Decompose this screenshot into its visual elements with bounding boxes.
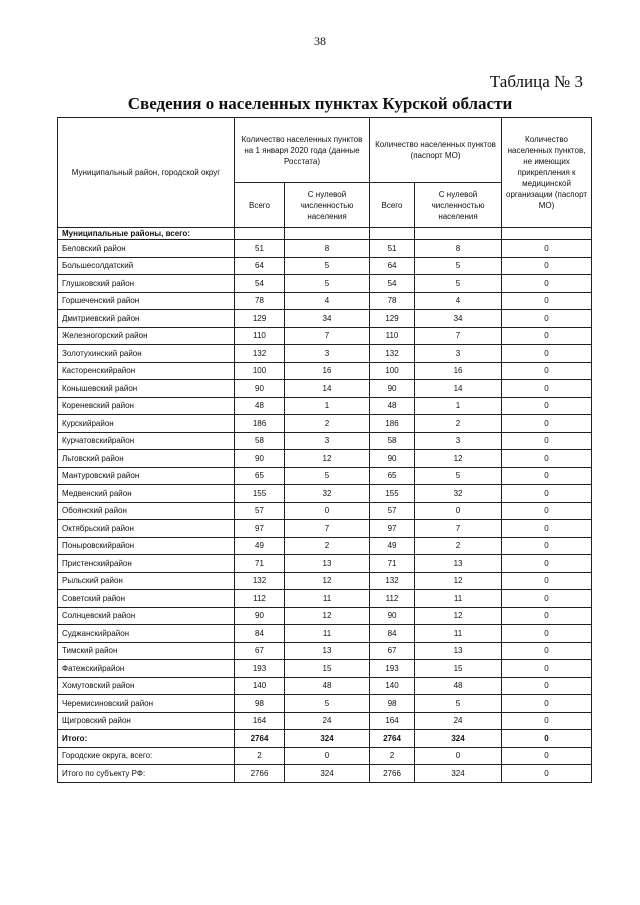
header-rosstat: Количество населенных пунктов на 1 января 2020 года (данные Росстата) [235,118,370,183]
district-name: Хомутовский район [58,677,235,695]
passport-zero-cell: 12 [415,607,502,625]
header-rosstat-zero: С нулевой численностью населения [285,183,370,228]
section-cell [415,228,502,240]
rosstat-zero-cell: 14 [285,380,370,398]
rosstat-zero-cell: 3 [285,345,370,363]
no-med-cell: 0 [502,415,592,433]
table-row [58,660,592,678]
passport-zero-cell: 13 [415,642,502,660]
passport-zero-cell: 0 [415,502,502,520]
passport-total-cell: 78 [370,292,415,310]
no-med-cell: 0 [502,625,592,643]
passport-zero-cell: 11 [415,625,502,643]
rosstat-total-cell: 54 [235,275,285,293]
passport-total-cell: 48 [370,397,415,415]
section-cell [502,228,592,240]
passport-total-cell: 129 [370,310,415,328]
passport-total-cell: 90 [370,450,415,468]
passport-zero-cell: 5 [415,467,502,485]
table-row [58,362,592,380]
rosstat-zero-cell: 3 [285,432,370,450]
rosstat-zero-cell: 8 [285,240,370,258]
rosstat-total-cell: 51 [235,240,285,258]
passport-total-cell: 112 [370,590,415,608]
passport-zero-cell: 1 [415,397,502,415]
no-med-cell: 0 [502,730,592,748]
district-name: Беловский район [58,240,235,258]
rosstat-zero-cell: 5 [285,257,370,275]
passport-zero-cell: 24 [415,712,502,730]
table-row [58,397,592,415]
district-name: Золотухинский район [58,345,235,363]
section-label: Муниципальные районы, всего: [58,228,235,240]
rosstat-zero-cell: 48 [285,677,370,695]
passport-total-cell: 97 [370,520,415,538]
passport-zero-cell: 12 [415,450,502,468]
table-row [58,327,592,345]
table-row [58,415,592,433]
rosstat-zero-cell: 12 [285,572,370,590]
rosstat-total-cell: 110 [235,327,285,345]
district-name: Льговский район [58,450,235,468]
no-med-cell: 0 [502,380,592,398]
table-row [58,712,592,730]
rosstat-zero-cell: 0 [285,747,370,765]
passport-zero-cell: 13 [415,555,502,573]
passport-total-cell: 98 [370,695,415,713]
header-no-med: Количество населенных пунктов, не имеющих прикрепления к медицинской организации (паспорт МО) [502,118,592,228]
rosstat-total-cell: 155 [235,485,285,503]
passport-total-cell: 65 [370,467,415,485]
passport-zero-cell: 16 [415,362,502,380]
no-med-cell: 0 [502,520,592,538]
table-row [58,450,592,468]
district-name: Касторенскийрайон [58,362,235,380]
passport-total-cell: 186 [370,415,415,433]
district-name: Суджанскийрайон [58,625,235,643]
rosstat-total-cell: 132 [235,345,285,363]
rosstat-zero-cell: 12 [285,607,370,625]
passport-zero-cell: 5 [415,275,502,293]
no-med-cell: 0 [502,257,592,275]
district-name: Советский район [58,590,235,608]
no-med-cell: 0 [502,327,592,345]
rosstat-zero-cell: 13 [285,555,370,573]
section-cell [235,228,285,240]
rosstat-total-cell: 100 [235,362,285,380]
table-row [58,677,592,695]
passport-total-cell: 90 [370,380,415,398]
table-row [58,642,592,660]
district-name: Итого по субъекту РФ: [58,765,235,783]
passport-zero-cell: 8 [415,240,502,258]
header-passport-zero: С нулевой численностью населения [415,183,502,228]
rosstat-total-cell: 2 [235,747,285,765]
rosstat-total-cell: 90 [235,607,285,625]
rosstat-zero-cell: 15 [285,660,370,678]
summary-row [58,730,592,748]
district-name: Большесолдатский [58,257,235,275]
passport-total-cell: 51 [370,240,415,258]
rosstat-total-cell: 186 [235,415,285,433]
passport-zero-cell: 2 [415,537,502,555]
section-cell [370,228,415,240]
rosstat-zero-cell: 5 [285,467,370,485]
table-row [58,485,592,503]
no-med-cell: 0 [502,660,592,678]
rosstat-total-cell: 98 [235,695,285,713]
rosstat-total-cell: 97 [235,520,285,538]
rosstat-total-cell: 193 [235,660,285,678]
passport-zero-cell: 0 [415,747,502,765]
table-row [58,257,592,275]
rosstat-total-cell: 65 [235,467,285,485]
no-med-cell: 0 [502,765,592,783]
district-name: Тимский район [58,642,235,660]
passport-zero-cell: 11 [415,590,502,608]
rosstat-zero-cell: 13 [285,642,370,660]
rosstat-total-cell: 71 [235,555,285,573]
rosstat-total-cell: 84 [235,625,285,643]
no-med-cell: 0 [502,572,592,590]
table-row [58,380,592,398]
district-name: Поныровскийрайон [58,537,235,555]
passport-total-cell: 90 [370,607,415,625]
table-row [58,502,592,520]
passport-total-cell: 193 [370,660,415,678]
passport-zero-cell: 7 [415,520,502,538]
passport-total-cell: 132 [370,572,415,590]
table-row [58,240,592,258]
passport-zero-cell: 324 [415,765,502,783]
rosstat-total-cell: 67 [235,642,285,660]
rosstat-zero-cell: 5 [285,275,370,293]
district-name: Городские округа, всего: [58,747,235,765]
rosstat-zero-cell: 324 [285,730,370,748]
passport-zero-cell: 5 [415,695,502,713]
no-med-cell: 0 [502,695,592,713]
rosstat-total-cell: 164 [235,712,285,730]
district-name: Курскийрайон [58,415,235,433]
passport-zero-cell: 324 [415,730,502,748]
rosstat-zero-cell: 7 [285,520,370,538]
district-name: Конышевский район [58,380,235,398]
no-med-cell: 0 [502,467,592,485]
passport-zero-cell: 32 [415,485,502,503]
no-med-cell: 0 [502,362,592,380]
passport-total-cell: 71 [370,555,415,573]
passport-zero-cell: 3 [415,345,502,363]
rosstat-total-cell: 2764 [235,730,285,748]
passport-total-cell: 58 [370,432,415,450]
table-row [58,432,592,450]
no-med-cell: 0 [502,310,592,328]
district-name: Курчатовскийрайон [58,432,235,450]
passport-zero-cell: 2 [415,415,502,433]
rosstat-total-cell: 90 [235,450,285,468]
passport-total-cell: 155 [370,485,415,503]
district-name: Мантуровский район [58,467,235,485]
rosstat-zero-cell: 7 [285,327,370,345]
no-med-cell: 0 [502,485,592,503]
passport-total-cell: 2 [370,747,415,765]
rosstat-zero-cell: 5 [285,695,370,713]
passport-total-cell: 140 [370,677,415,695]
district-name: Кореневский район [58,397,235,415]
no-med-cell: 0 [502,240,592,258]
district-name: Медвенский район [58,485,235,503]
table-row [58,467,592,485]
header-passport: Количество населенных пунктов (паспорт МО) [370,118,502,183]
table-row [58,607,592,625]
no-med-cell: 0 [502,450,592,468]
rosstat-total-cell: 2766 [235,765,285,783]
district-name: Дмитриевский район [58,310,235,328]
passport-zero-cell: 12 [415,572,502,590]
no-med-cell: 0 [502,397,592,415]
rosstat-total-cell: 90 [235,380,285,398]
table-label: Таблица № 3 [489,72,583,91]
district-name: Фатежскийрайон [58,660,235,678]
passport-zero-cell: 15 [415,660,502,678]
passport-total-cell: 2764 [370,730,415,748]
header-rosstat-total: Всего [235,183,285,228]
page-number: 38 [314,34,326,48]
no-med-cell: 0 [502,677,592,695]
rosstat-zero-cell: 11 [285,590,370,608]
no-med-cell: 0 [502,502,592,520]
table-row [58,292,592,310]
rosstat-total-cell: 58 [235,432,285,450]
passport-zero-cell: 48 [415,677,502,695]
district-name: Щигровский район [58,712,235,730]
rosstat-zero-cell: 4 [285,292,370,310]
rosstat-zero-cell: 32 [285,485,370,503]
district-name: Пристенскийрайон [58,555,235,573]
passport-total-cell: 100 [370,362,415,380]
district-name: Железногорский район [58,327,235,345]
passport-zero-cell: 3 [415,432,502,450]
summary-row [58,765,592,783]
passport-total-cell: 110 [370,327,415,345]
header-area: Муниципальный район, городской округ [58,118,235,228]
no-med-cell: 0 [502,747,592,765]
rosstat-total-cell: 57 [235,502,285,520]
no-med-cell: 0 [502,555,592,573]
district-name: Солнцевский район [58,607,235,625]
passport-total-cell: 132 [370,345,415,363]
rosstat-zero-cell: 0 [285,502,370,520]
rosstat-total-cell: 64 [235,257,285,275]
rosstat-zero-cell: 11 [285,625,370,643]
table-row [58,625,592,643]
header-passport-total: Всего [370,183,415,228]
no-med-cell: 0 [502,275,592,293]
table-row [58,275,592,293]
passport-zero-cell: 14 [415,380,502,398]
table-row [58,572,592,590]
rosstat-zero-cell: 16 [285,362,370,380]
rosstat-total-cell: 78 [235,292,285,310]
district-name: Горшеченский район [58,292,235,310]
settlements-table [57,117,592,783]
rosstat-total-cell: 132 [235,572,285,590]
passport-zero-cell: 5 [415,257,502,275]
rosstat-total-cell: 129 [235,310,285,328]
passport-total-cell: 64 [370,257,415,275]
passport-total-cell: 84 [370,625,415,643]
rosstat-total-cell: 49 [235,537,285,555]
district-name: Рыльский район [58,572,235,590]
no-med-cell: 0 [502,590,592,608]
passport-total-cell: 2766 [370,765,415,783]
rosstat-total-cell: 140 [235,677,285,695]
rosstat-zero-cell: 2 [285,537,370,555]
section-cell [285,228,370,240]
summary-row [58,747,592,765]
table-row [58,555,592,573]
no-med-cell: 0 [502,712,592,730]
rosstat-total-cell: 48 [235,397,285,415]
rosstat-zero-cell: 24 [285,712,370,730]
passport-total-cell: 54 [370,275,415,293]
district-name: Черемисиновский район [58,695,235,713]
passport-total-cell: 57 [370,502,415,520]
no-med-cell: 0 [502,607,592,625]
district-name: Глушковский район [58,275,235,293]
district-name: Итого: [58,730,235,748]
no-med-cell: 0 [502,292,592,310]
passport-zero-cell: 4 [415,292,502,310]
rosstat-zero-cell: 1 [285,397,370,415]
no-med-cell: 0 [502,537,592,555]
district-name: Обоянский район [58,502,235,520]
no-med-cell: 0 [502,432,592,450]
document-title: Сведения о населенных пунктах Курской области [127,94,513,113]
table-row [58,695,592,713]
rosstat-zero-cell: 2 [285,415,370,433]
no-med-cell: 0 [502,345,592,363]
no-med-cell: 0 [502,642,592,660]
table-row [58,345,592,363]
rosstat-zero-cell: 324 [285,765,370,783]
table-row [58,520,592,538]
passport-total-cell: 164 [370,712,415,730]
table-row [58,590,592,608]
rosstat-total-cell: 112 [235,590,285,608]
district-name: Октябрьский район [58,520,235,538]
passport-total-cell: 49 [370,537,415,555]
passport-zero-cell: 34 [415,310,502,328]
table-row [58,310,592,328]
table-row [58,537,592,555]
passport-total-cell: 67 [370,642,415,660]
section-row [58,228,592,240]
passport-zero-cell: 7 [415,327,502,345]
rosstat-zero-cell: 34 [285,310,370,328]
rosstat-zero-cell: 12 [285,450,370,468]
